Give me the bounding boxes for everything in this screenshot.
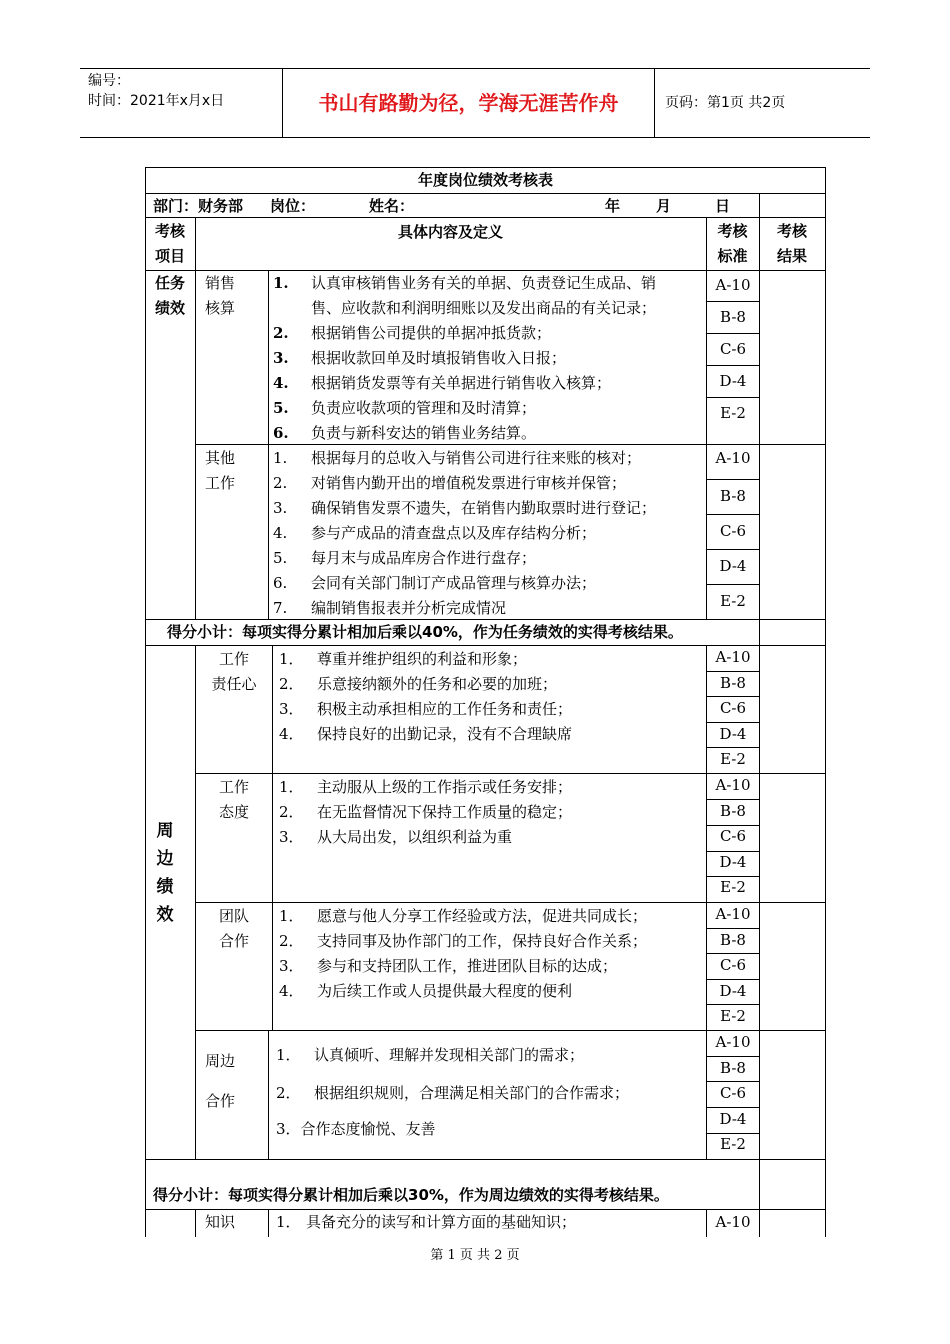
list-item: 1． 愿意与他人分享工作经验或方法，促进共同成长； (279, 907, 648, 925)
month-label: 月 (656, 197, 672, 215)
grade-a: A-10 (715, 276, 751, 294)
grade-c: C-6 (719, 340, 747, 358)
grade-e: E-2 (720, 1007, 746, 1026)
document-header (80, 68, 870, 138)
list-item: 2． 乐意接纳额外的任务和必要的加班； (279, 675, 558, 693)
col-header-content: 具体内容及定义 (397, 223, 503, 241)
list-item: 4. 根据销货发票等有关单据进行销售收入核算； (273, 374, 612, 392)
grade-e: E-2 (720, 878, 746, 897)
list-item: 3. 根据收款回单及时填报销售收入日报； (273, 349, 567, 367)
attitude-items-list (279, 775, 709, 850)
other-grades (707, 444, 759, 619)
list-item: 1． 具备充分的读写和计算方面的基础知识； (276, 1213, 577, 1231)
grade-d: D-4 (719, 852, 747, 871)
list-item: 2． 根据组织规则，合理满足相关部门的合作需求； (276, 1084, 630, 1102)
list-item: 4． 为后续工作或人员提供最大程度的便利 (279, 982, 573, 1000)
list-item: 4. 参与产成品的清查盘点以及库存结构分析； (273, 524, 597, 542)
other-work-label: 其他 工作 (205, 449, 236, 492)
list-item: 2． 在无监督情况下保持工作质量的稳定； (279, 803, 573, 821)
list-item: 3． 积极主动承担相应的工作任务和责任； (279, 700, 573, 718)
list-item: 6. 会同有关部门制订产成品管理与核算办法； (273, 574, 597, 592)
knowledge-grade: A-10 (715, 1213, 751, 1231)
sales-accounting-label: 销售 核算 (205, 274, 236, 317)
col-header-item: 考核 项目 (154, 222, 185, 265)
grade-b: B-8 (720, 801, 746, 820)
list-item: 2． 支持同事及协作部门的工作，保持良好合作关系； (279, 932, 648, 950)
date-label: 时间：2021年x月x日 (88, 93, 225, 109)
grade-d: D-4 (719, 724, 747, 743)
grade-e: E-2 (720, 750, 746, 769)
grade-a: A-10 (715, 648, 751, 666)
grade-e: E-2 (720, 592, 746, 610)
attitude-grades (707, 773, 759, 901)
grade-c: C-6 (719, 956, 747, 975)
cooperation-items-list (276, 1041, 706, 1140)
list-item: 6. 负责与新科安达的销售业务结算。 (273, 424, 537, 442)
grade-c: C-6 (719, 1084, 747, 1103)
list-item: 5. 负责应收款项的管理和及时清算； (273, 399, 537, 417)
list-item: 3． 从大局出发，以组织利益为重 (279, 828, 513, 846)
task-performance-label: 任务 绩效 (154, 274, 185, 317)
cooperation-grades (707, 1030, 759, 1158)
grade-a: A-10 (715, 449, 751, 467)
day-label: 日 (715, 197, 731, 215)
list-item: 1. 认真审核销售业务有关的单据、负责登记生成品、销 (273, 274, 657, 292)
header-page-info: 页码：第1页 共2页 (665, 95, 786, 111)
grade-e: E-2 (720, 1135, 746, 1154)
appraisal-table (145, 167, 826, 1237)
task-subtotal: 得分小计：每项实得分累计相加后乘以40%，作为任务绩效的实得考核结果。 (167, 623, 683, 641)
other-items-list (273, 446, 703, 621)
peripheral-performance-label: 周 边 绩 效 (156, 821, 174, 925)
grade-b: B-8 (720, 930, 746, 949)
name-label: 姓名： (369, 197, 415, 215)
teamwork-items-list (279, 904, 709, 1004)
teamwork-label: 团队 合作 (218, 907, 249, 950)
knowledge-label: 知识 (205, 1213, 236, 1231)
attitude-label: 工作 态度 (218, 778, 249, 821)
sales-items-list (273, 271, 703, 446)
grade-a: A-10 (715, 905, 751, 923)
dept-label: 部门：财务部 (153, 197, 244, 215)
list-item: 3. 确保销售发票不遗失，在销售内勤取票时进行登记； (273, 499, 657, 517)
grade-a: A-10 (715, 1033, 751, 1051)
col-header-standard: 考核 标准 (717, 222, 748, 265)
list-item: 5. 每月末与成品库房合作进行盘存； (273, 549, 537, 567)
grade-d: D-4 (719, 557, 747, 575)
responsibility-label: 工作 责任心 (211, 650, 257, 693)
list-item: 4． 保持良好的出勤记录，没有不合理缺席 (279, 725, 573, 743)
list-item: 2. 根据销售公司提供的单据冲抵货款； (273, 324, 552, 342)
year-label: 年 (605, 197, 621, 215)
sales-grades (707, 270, 759, 429)
teamwork-grades (707, 902, 759, 1030)
grade-c: C-6 (719, 699, 747, 718)
grade-e: E-2 (720, 404, 746, 422)
list-item: 1. 根据每月的总收入与销售公司进行往来账的核对； (273, 449, 642, 467)
grade-c: C-6 (719, 522, 747, 540)
list-item: 1． 主动服从上级的工作指示或任务安排； (279, 778, 573, 796)
page-footer: 第 1 页 共 2 页 (430, 1248, 520, 1263)
list-item: 7. 编制销售报表并分析完成情况 (273, 599, 507, 617)
table-title: 年度岗位绩效考核表 (417, 171, 553, 189)
list-item: 售、应收款和利润明细账以及发出商品的有关记录； (311, 299, 657, 317)
list-item: 3． 参与和支持团队工作，推进团队目标的达成； (279, 957, 618, 975)
knowledge-items-list (276, 1210, 706, 1235)
list-item: 3．合作态度愉悦、友善 (276, 1120, 436, 1138)
header-meta (80, 69, 283, 137)
post-label: 岗位： (270, 197, 316, 215)
responsibility-grades (707, 645, 759, 773)
list-item: 1． 认真倾听、理解并发现相关部门的需求； (276, 1046, 585, 1064)
grade-b: B-8 (720, 487, 746, 505)
responsibility-items-list (279, 647, 709, 747)
peripheral-subtotal: 得分小计：每项实得分累计相加后乘以30%，作为周边绩效的实得考核结果。 (153, 1186, 669, 1204)
grade-b: B-8 (720, 308, 746, 326)
number-label: 编号： (88, 73, 130, 89)
grade-d: D-4 (719, 981, 747, 1000)
grade-d: D-4 (719, 1109, 747, 1128)
list-item: 2. 对销售内勤开出的增值税发票进行审核并保管； (273, 474, 627, 492)
cooperation-label: 周边 合作 (205, 1052, 236, 1110)
grade-c: C-6 (719, 827, 747, 846)
grade-b: B-8 (720, 1058, 746, 1077)
grade-d: D-4 (719, 372, 747, 390)
grade-a: A-10 (715, 776, 751, 794)
grade-b: B-8 (720, 673, 746, 692)
list-item: 1． 尊重并维护组织的利益和形象； (279, 650, 528, 668)
header-motto: 书山有路勤为径，学海无涯苦作舟 (283, 69, 655, 137)
col-header-result: 考核 结果 (776, 222, 807, 265)
